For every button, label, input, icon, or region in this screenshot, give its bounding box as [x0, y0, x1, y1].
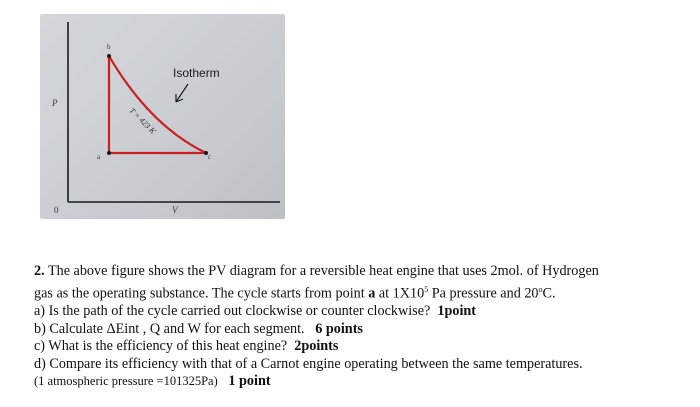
isotherm-label: Isotherm	[173, 66, 220, 80]
temperature-label: T = 423 K	[127, 106, 158, 136]
point-a-label: a	[97, 153, 101, 161]
note-line: (1 atmospheric pressure =101325Pa) 1 point	[34, 373, 271, 390]
problem-text	[34, 263, 684, 391]
point-b-dot	[107, 54, 111, 58]
p-axis-label: P	[52, 98, 58, 108]
origin-label: 0	[54, 205, 59, 215]
problem-number: 2.	[34, 263, 45, 279]
part-a: a) Is the path of the cycle carried out clockwise or counter clockwise? 1point	[34, 302, 477, 319]
point-a-dot	[107, 151, 111, 155]
pv-diagram	[40, 14, 285, 219]
part-c: c) What is the efficiency of this heat engine? 2points	[34, 338, 339, 355]
part-d: d) Compare its efficiency with that of a Carnot engine operating between the same temperatures.	[34, 355, 583, 372]
v-axis-label: V	[172, 205, 178, 215]
point-c-label: c	[208, 153, 212, 161]
point-b-label: b	[107, 43, 111, 51]
problem-line-1: 2. The above figure shows the PV diagram for a reversible heat engine that uses 2mol. of Hydrogen	[34, 263, 599, 279]
pv-diagram-photo	[40, 14, 285, 219]
problem-line-2: gas as the operating substance. The cycle starts from point a at $1X10^5$ Pa pressure and 20$^o$C.	[34, 284, 556, 302]
part-b: b) Calculate ΔEint , Q and W for each segment. 6 points	[34, 320, 363, 337]
